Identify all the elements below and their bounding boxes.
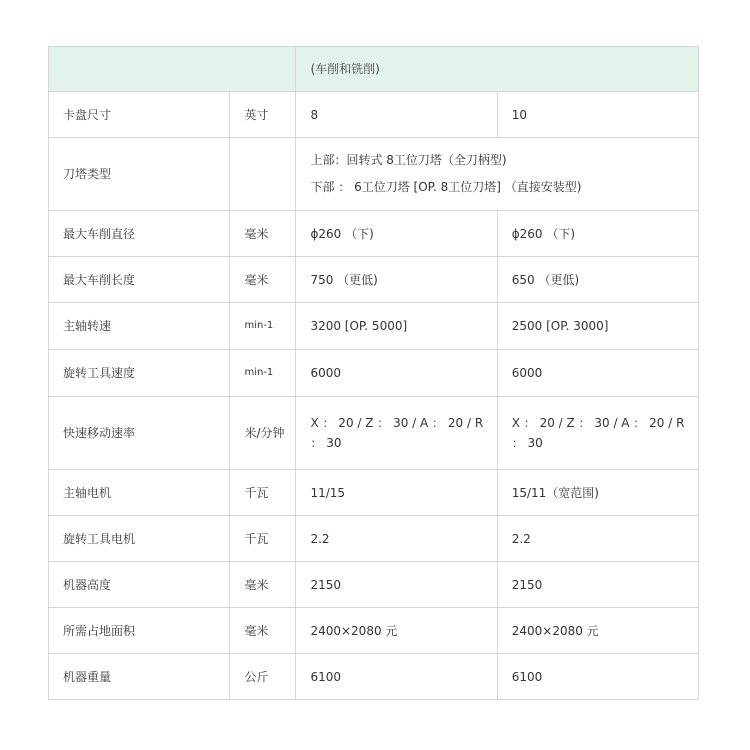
row-unit: 千瓦 — [230, 470, 296, 516]
row-value-b: ϕ260 （下) — [497, 211, 698, 257]
row-unit: 米/分钟 — [230, 397, 296, 470]
row-unit: min-1 — [230, 303, 296, 350]
row-value-a: 3200 [OP. 5000] — [296, 303, 497, 350]
row-value-a: X ： 20 / Z ： 30 / A ： 20 / R ： 30 — [296, 397, 497, 470]
row-label: 旋转工具电机 — [49, 516, 230, 562]
row-unit: 英寸 — [230, 92, 296, 138]
row-unit: 毫米 — [230, 211, 296, 257]
row-value-b: 2400×2080 元 — [497, 608, 698, 654]
row-value-a: 2.2 — [296, 516, 497, 562]
row-unit: 毫米 — [230, 257, 296, 303]
row-value-b: 2.2 — [497, 516, 698, 562]
row-value-a: 2400×2080 元 — [296, 608, 497, 654]
row-label: 最大车削直径 — [49, 211, 230, 257]
row-value-a: 8 — [296, 92, 497, 138]
row-label: 主轴电机 — [49, 470, 230, 516]
row-value-b: 2500 [OP. 3000] — [497, 303, 698, 350]
row-value-a: 6000 — [296, 350, 497, 397]
table-row — [49, 516, 699, 562]
row-label: 刀塔类型 — [49, 138, 230, 211]
row-label: 所需占地面积 — [49, 608, 230, 654]
row-label: 旋转工具速度 — [49, 350, 230, 397]
spec-table — [48, 46, 699, 700]
row-label: 快速移动速率 — [49, 397, 230, 470]
row-value-a: 2150 — [296, 562, 497, 608]
table-row — [49, 397, 699, 470]
row-value-a: 11/15 — [296, 470, 497, 516]
row-value-a: 6100 — [296, 654, 497, 700]
row-unit: min-1 — [230, 350, 296, 397]
header-title: (车削和铣削) — [296, 47, 699, 92]
turret-type-cell — [296, 138, 699, 211]
row-label: 卡盘尺寸 — [49, 92, 230, 138]
row-value-a: 750 （更低) — [296, 257, 497, 303]
row-label: 机器高度 — [49, 562, 230, 608]
row-value-b: 6000 — [497, 350, 698, 397]
row-unit: 毫米 — [230, 562, 296, 608]
row-label: 机器重量 — [49, 654, 230, 700]
row-value-b: 15/11（宽范围) — [497, 470, 698, 516]
table-row — [49, 562, 699, 608]
table-row — [49, 257, 699, 303]
row-value-a: ϕ260 （下) — [296, 211, 497, 257]
table-row — [49, 211, 699, 257]
table-row — [49, 654, 699, 700]
row-unit: 公斤 — [230, 654, 296, 700]
row-label: 主轴转速 — [49, 303, 230, 350]
row-unit: 千瓦 — [230, 516, 296, 562]
row-unit — [230, 138, 296, 211]
row-value-b: 650 （更低) — [497, 257, 698, 303]
table-row — [49, 138, 699, 211]
header-empty-cell — [49, 47, 296, 92]
table-row — [49, 303, 699, 350]
table-row — [49, 470, 699, 516]
row-value-b: 6100 — [497, 654, 698, 700]
turret-upper-line: 上部：回转式 8工位刀塔（全刀柄型) — [310, 153, 507, 167]
row-value-b: 2150 — [497, 562, 698, 608]
row-unit: 毫米 — [230, 608, 296, 654]
row-label: 最大车削长度 — [49, 257, 230, 303]
row-value-b: X ： 20 / Z ： 30 / A ： 20 / R ： 30 — [497, 397, 698, 470]
row-value-b: 10 — [497, 92, 698, 138]
table-header-row — [49, 47, 699, 92]
table-row — [49, 92, 699, 138]
table-row — [49, 608, 699, 654]
table-row — [49, 350, 699, 397]
turret-lower-line: 下部 ： 6工位刀塔 [OP. 8工位刀塔] （直接安装型) — [310, 180, 582, 194]
